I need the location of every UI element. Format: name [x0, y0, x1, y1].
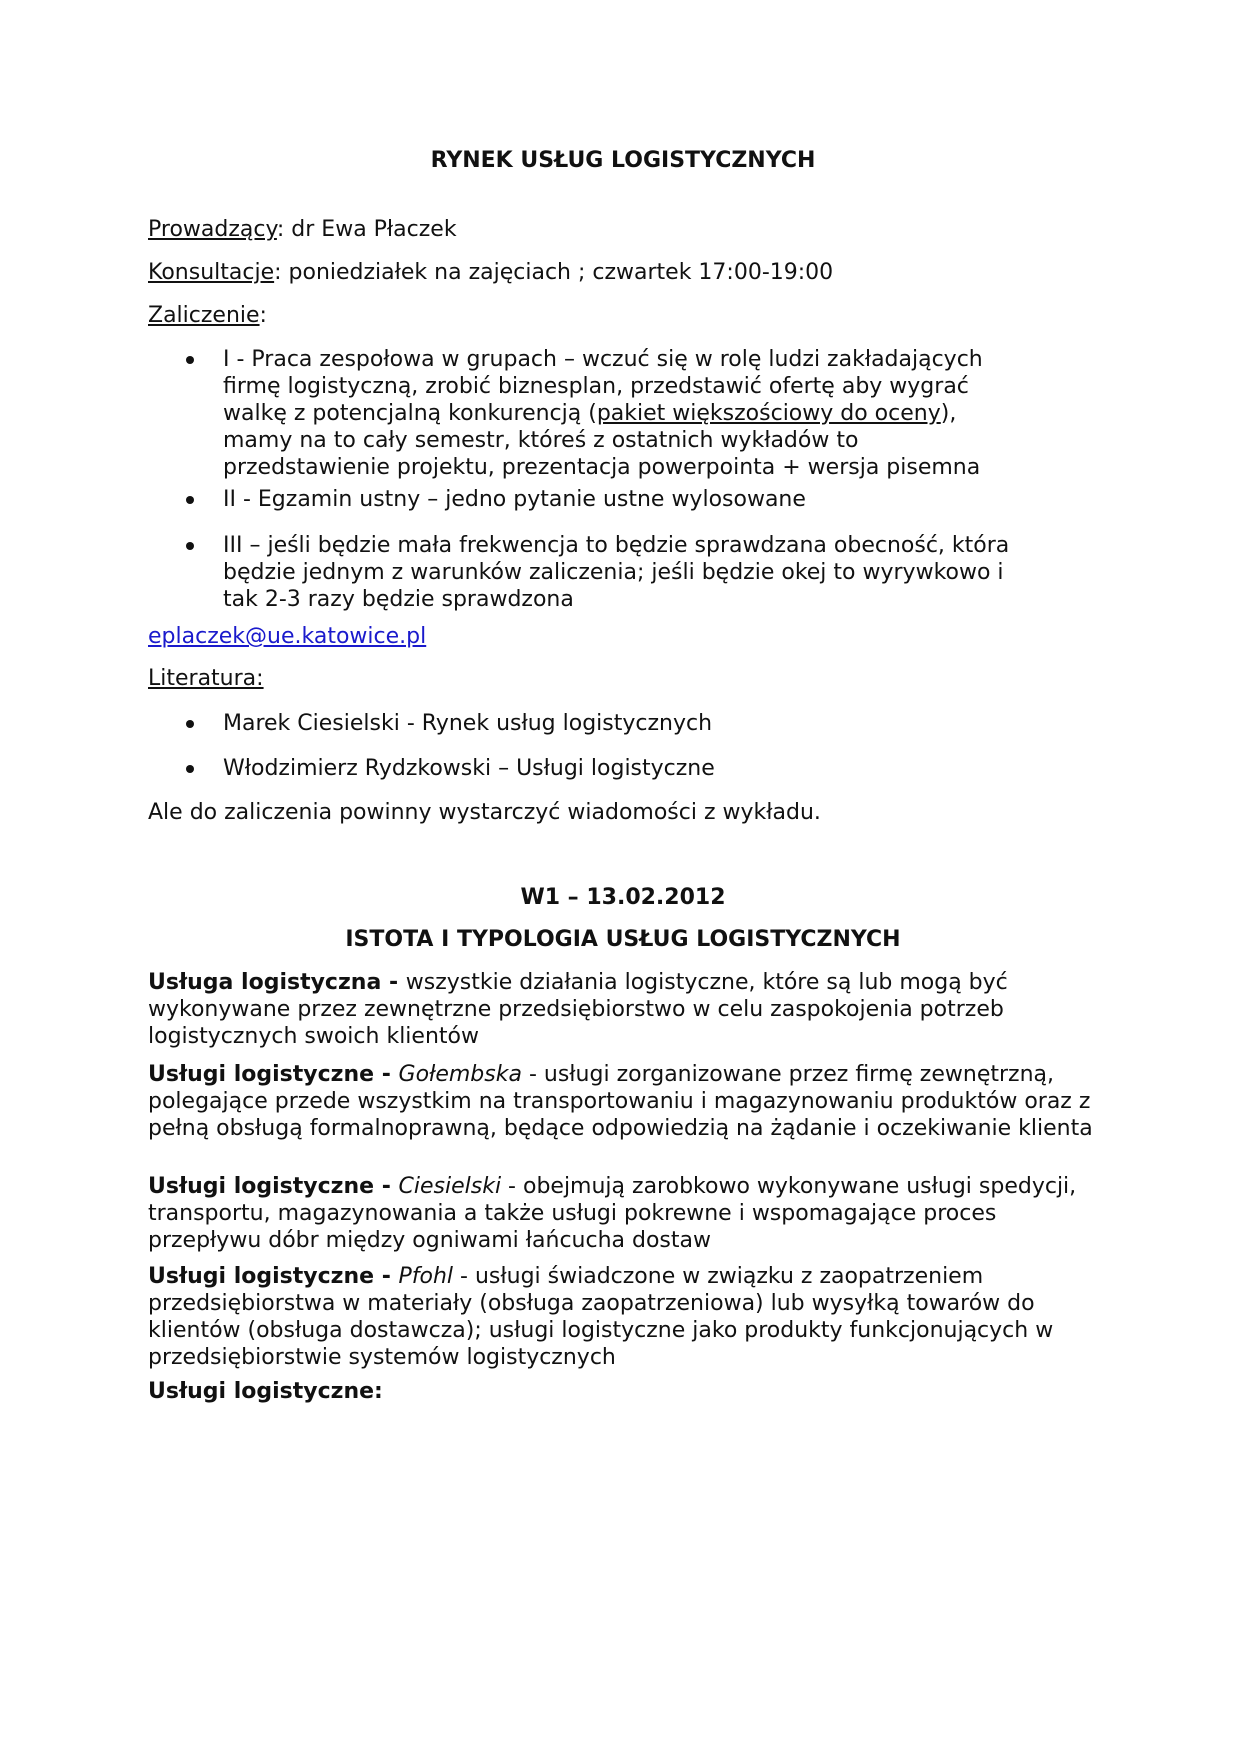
definition-text: - obejmują zarobkowo wykonywane usługi spedycji, transportu, magazynowania a także usługi pokrewne i wspomagające proces przepływu dóbr między ogniwami łańcucha dostaw: [148, 1174, 1077, 1253]
email-line: [148, 623, 426, 650]
bullet-icon: [186, 496, 194, 504]
section-title: ISTOTA I TYPOLOGIA USŁUG LOGISTYCZNYCH: [345, 927, 901, 952]
definition-separator: -: [381, 970, 406, 995]
grading-suffix: :: [259, 303, 267, 328]
email-link[interactable]: eplaczek@ue.katowice.pl: [148, 624, 427, 649]
definition-separator: -: [374, 1174, 399, 1199]
literature-line: [148, 665, 264, 692]
literature-label: Literatura:: [148, 666, 264, 691]
lecturer-value: : dr Ewa Płaczek: [276, 217, 457, 242]
grading-label: Zaliczenie: [148, 303, 260, 328]
lecture-header: W1 – 13.02.2012: [520, 885, 726, 910]
definition-paragraph: [148, 969, 1098, 1050]
consultations-line: [148, 259, 833, 286]
bullet-icon: [186, 356, 194, 364]
literature-item: [223, 755, 1023, 782]
definition-term: Usługi logistyczne: [148, 1062, 375, 1087]
grading-item-underlined: pakiet większościowy do oceny: [596, 401, 941, 426]
literature-item-text: Marek Ciesielski - Rynek usług logistycznych: [223, 711, 713, 736]
grading-line: [148, 302, 267, 329]
definition-text: - usługi świadczone w związku z zaopatrzeniem przedsiębiorstwa w materiały (obsługa zaopatrzeniowa) lub wysyłką towarów do klientów (obsługa dostawcza); usługi logistyczne jako produkty funkcjonujących w przedsiębiorstwie systemów logistycznych: [148, 1264, 1054, 1370]
grading-item-text-after: ), mamy na to cały semestr, któreś z ostatnich wykładów to przedstawienie projektu, prezentacja powerpointa + wersja pisemna: [223, 401, 981, 480]
consultations-label: Konsultacje: [148, 260, 275, 285]
definition-paragraph: [148, 1263, 1098, 1371]
definition-paragraph: [148, 1061, 1098, 1142]
definition-separator: -: [374, 1062, 399, 1087]
bullet-icon: [186, 720, 194, 728]
note-line: Ale do zaliczenia powinny wystarczyć wiadomości z wykładu.: [148, 800, 821, 825]
bullet-icon: [186, 542, 194, 550]
final-heading: Usługi logistyczne:: [148, 1379, 383, 1404]
literature-item-text: Włodzimierz Rydzkowski – Usługi logistyczne: [223, 756, 715, 781]
lecturer-line: [148, 216, 457, 243]
grading-item: [223, 532, 1023, 613]
definition-term: Usługi logistyczne: [148, 1174, 375, 1199]
bullet-icon: [186, 765, 194, 773]
definition-author: Gołembska: [398, 1062, 522, 1087]
definition-author: Ciesielski: [398, 1174, 502, 1199]
definition-separator: -: [374, 1264, 399, 1289]
grading-item-text: II - Egzamin ustny – jedno pytanie ustne wylosowane: [223, 487, 806, 512]
grading-item-text: III – jeśli będzie mała frekwencja to będzie sprawdzana obecność, która będzie jednym z warunków zaliczenia; jeśli będzie okej to wyrywkowo i tak 2-3 razy będzie sprawdzona: [223, 533, 1010, 612]
consultations-value: : poniedziałek na zajęciach ; czwartek 17:00-19:00: [274, 260, 834, 285]
grading-item: [223, 486, 1023, 513]
definition-term: Usługa logistyczna: [148, 970, 382, 995]
definition-author: Pfohl: [398, 1264, 454, 1289]
grading-item: [223, 346, 1023, 481]
grading-item-text: I - Praca zespołowa w grupach – wczuć się w rolę ludzi zakładających firmę logistyczną, zrobić biznesplan, przedstawić ofertę aby wygrać walkę z potencjalną konkurencją (: [223, 347, 983, 426]
document-page: [148, 0, 1098, 1754]
definition-text: - usługi zorganizowane przez firmę zewnętrzną, polegające przede wszystkim na transportowaniu i magazynowaniu produktów oraz z pełną obsługą formalnoprawną, będące odpowiedzią na żądanie i oczekiwanie klienta: [148, 1062, 1093, 1141]
lecturer-label: Prowadzący: [148, 217, 277, 242]
definition-term: Usługi logistyczne: [148, 1264, 375, 1289]
literature-item: [223, 710, 1023, 737]
document-title: RYNEK USŁUG LOGISTYCZNYCH: [430, 148, 816, 173]
definition-paragraph: [148, 1173, 1098, 1254]
definition-text: wszystkie działania logistyczne, które są lub mogą być wykonywane przez zewnętrzne przedsiębiorstwo w celu zaspokojenia potrzeb logistycznych swoich klientów: [148, 970, 1008, 1049]
